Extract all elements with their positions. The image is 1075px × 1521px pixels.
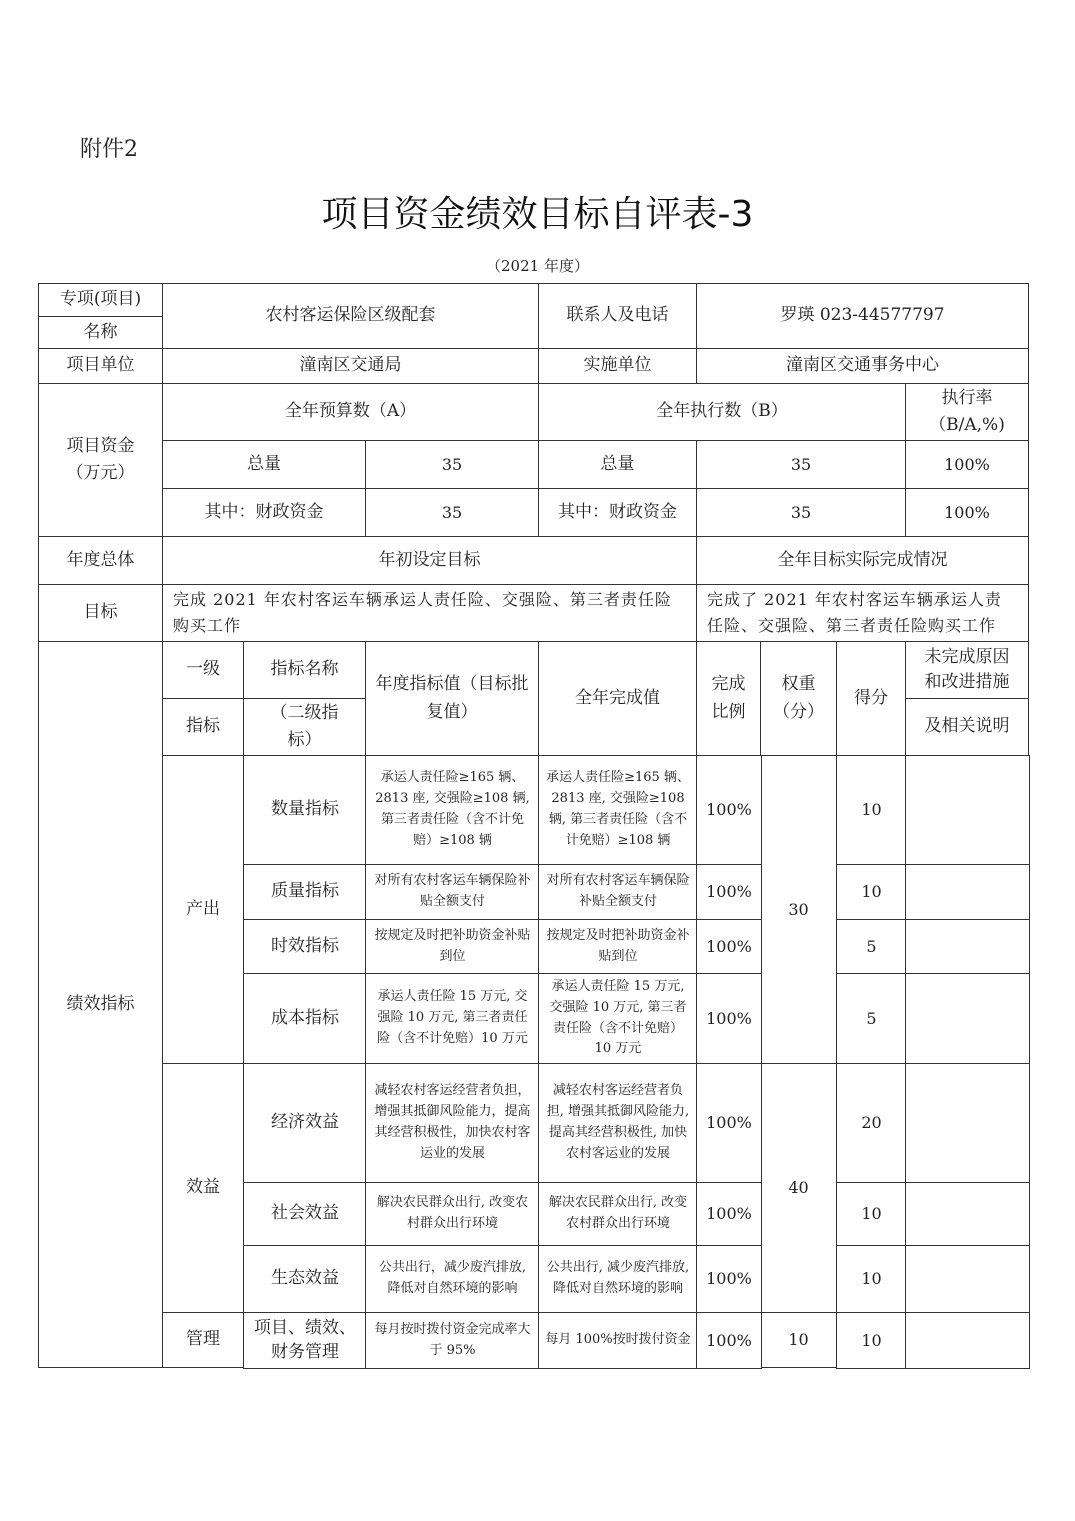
group-management: 管理 bbox=[162, 1312, 244, 1368]
indicator-target: 对所有农村客运车辆保险补贴全额支付 bbox=[365, 864, 540, 920]
indicator-reason bbox=[905, 1063, 1030, 1183]
header-name-b: （二级指标） bbox=[243, 698, 366, 756]
indicator-actual: 减轻农村客运经营者负担, 增强其抵御风险能力, 提高其经营积极性, 加快农村客运业的发展 bbox=[538, 1063, 698, 1183]
indicator-actual: 对所有农村客运车辆保险补贴全额支付 bbox=[538, 864, 698, 920]
exec-total: 35 bbox=[696, 440, 906, 489]
impl-unit-value: 潼南区交通事务中心 bbox=[696, 348, 1029, 384]
indicator-score: 5 bbox=[836, 973, 907, 1064]
indicator-score: 10 bbox=[836, 1245, 907, 1313]
header-level1-a: 一级 bbox=[162, 641, 244, 699]
indicator-reason bbox=[905, 919, 1030, 974]
indicator-ratio: 100% bbox=[696, 755, 762, 865]
indicator-reason bbox=[905, 1182, 1030, 1246]
indicators-label: 绩效指标 bbox=[38, 641, 163, 1368]
indicator-name: 生态效益 bbox=[243, 1245, 367, 1313]
indicator-actual: 解决农民群众出行, 改变农村群众出行环境 bbox=[538, 1182, 698, 1246]
indicator-ratio: 100% bbox=[696, 1063, 762, 1183]
attachment-label: 附件2 bbox=[80, 137, 138, 162]
group-output-weight: 30 bbox=[760, 755, 837, 1064]
indicator-actual: 承运人责任险 15 万元, 交强险 10 万元, 第三者责任险（含不计免赔）10 万元 bbox=[538, 973, 698, 1064]
contact-label: 联系人及电话 bbox=[538, 283, 697, 349]
budget-total: 35 bbox=[365, 440, 539, 489]
contact-value: 罗瑛 023-44577797 bbox=[696, 283, 1029, 349]
exec-total-label: 总量 bbox=[538, 440, 697, 489]
exec-fiscal-label: 其中：财政资金 bbox=[538, 488, 697, 537]
header-score: 得分 bbox=[836, 641, 906, 756]
indicator-target: 减轻农村客运经营者负担，增强其抵御风险能力，提高其经营积极性，加快农村客运业的发展 bbox=[365, 1063, 540, 1183]
group-benefit: 效益 bbox=[162, 1063, 244, 1313]
indicator-target: 按规定及时把补助资金补贴到位 bbox=[365, 919, 540, 974]
indicator-name: 时效指标 bbox=[243, 919, 367, 974]
indicator-ratio: 100% bbox=[696, 919, 762, 974]
budget-fiscal: 35 bbox=[365, 488, 539, 537]
indicator-reason bbox=[905, 755, 1030, 865]
indicator-actual: 按规定及时把补助资金补贴到位 bbox=[538, 919, 698, 974]
goal-actual-text: 完成了 2021 年农村客运车辆承运人责任险、交强险、第三者责任险购买工作 bbox=[696, 584, 1029, 642]
indicator-name: 数量指标 bbox=[243, 755, 367, 865]
group-output: 产出 bbox=[162, 755, 244, 1064]
indicator-score: 10 bbox=[836, 1182, 907, 1246]
rate-total: 100% bbox=[905, 440, 1029, 489]
project-name-label-2: 名称 bbox=[38, 316, 163, 349]
indicator-ratio: 100% bbox=[696, 1245, 762, 1313]
indicator-ratio: 100% bbox=[696, 1182, 762, 1246]
exec-fiscal: 35 bbox=[696, 488, 906, 537]
indicator-reason bbox=[905, 864, 1030, 920]
goal-set-header: 年初设定目标 bbox=[162, 536, 697, 585]
group-benefit-weight: 40 bbox=[760, 1063, 837, 1313]
header-ratio: 完成比例 bbox=[696, 641, 761, 756]
group-management-weight: 10 bbox=[760, 1312, 837, 1368]
indicator-target: 公共出行，减少废汽排放, 降低对自然环境的影响 bbox=[365, 1245, 540, 1313]
page-title: 项目资金绩效目标自评表-3 bbox=[321, 194, 754, 235]
header-actual: 全年完成值 bbox=[538, 641, 697, 756]
indicator-target: 承运人责任险 15 万元, 交强险 10 万元, 第三者责任险（含不计免赔）10 万元 bbox=[365, 973, 540, 1064]
rate-header: 执行率（B/A,%) bbox=[905, 383, 1029, 441]
budget-header: 全年预算数（A） bbox=[162, 383, 539, 441]
indicator-name: 社会效益 bbox=[243, 1182, 367, 1246]
indicator-score: 10 bbox=[836, 864, 907, 920]
unit-value: 潼南区交通局 bbox=[162, 348, 539, 384]
indicator-ratio: 100% bbox=[696, 864, 762, 920]
indicator-ratio: 100% bbox=[696, 973, 762, 1064]
indicator-name: 经济效益 bbox=[243, 1063, 367, 1183]
indicator-name: 项目、绩效、财务管理 bbox=[243, 1312, 367, 1369]
goal-label-2: 目标 bbox=[38, 584, 163, 642]
indicator-reason bbox=[905, 1245, 1030, 1313]
exec-header: 全年执行数（B） bbox=[538, 383, 906, 441]
impl-unit-label: 实施单位 bbox=[538, 348, 697, 384]
indicator-name: 质量指标 bbox=[243, 864, 367, 920]
goal-set-text: 完成 2021 年农村客运车辆承运人责任险、交强险、第三者责任险购买工作 bbox=[162, 584, 697, 642]
header-reason-a: 未完成原因和改进措施 bbox=[905, 641, 1029, 699]
indicator-score: 20 bbox=[836, 1063, 907, 1183]
indicator-reason bbox=[905, 973, 1030, 1064]
indicator-name: 成本指标 bbox=[243, 973, 367, 1064]
header-name-a: 指标名称 bbox=[243, 641, 366, 699]
rate-fiscal: 100% bbox=[905, 488, 1029, 537]
header-weight: 权重（分） bbox=[760, 641, 837, 756]
header-level1-b: 指标 bbox=[162, 698, 244, 756]
indicator-target: 每月按时拨付资金完成率大于 95% bbox=[365, 1312, 540, 1369]
indicator-reason bbox=[905, 1312, 1030, 1369]
budget-fiscal-label: 其中：财政资金 bbox=[162, 488, 366, 537]
indicator-score: 10 bbox=[836, 1312, 907, 1369]
indicator-target: 承运人责任险≥165 辆、2813 座, 交强险≥108 辆, 第三者责任险（含不计免赔）≥108 辆 bbox=[365, 755, 540, 865]
header-reason-b: 及相关说明 bbox=[905, 698, 1029, 756]
indicator-actual: 每月 100%按时拨付资金 bbox=[538, 1312, 698, 1369]
indicator-actual: 公共出行, 减少废汽排放, 降低对自然环境的影响 bbox=[538, 1245, 698, 1313]
budget-total-label: 总量 bbox=[162, 440, 366, 489]
indicator-actual: 承运人责任险≥165 辆、2813 座, 交强险≥108 辆, 第三者责任险（含不计免赔）≥108 辆 bbox=[538, 755, 698, 865]
indicator-score: 5 bbox=[836, 919, 907, 974]
goal-actual-header: 全年目标实际完成情况 bbox=[696, 536, 1029, 585]
unit-label: 项目单位 bbox=[38, 348, 163, 384]
header-target: 年度指标值（目标批复值） bbox=[365, 641, 539, 756]
year-label: （2021 年度） bbox=[486, 257, 589, 275]
funds-label: 项目资金（万元） bbox=[38, 383, 163, 537]
indicator-target: 解决农民群众出行, 改变农村群众出行环境 bbox=[365, 1182, 540, 1246]
project-name-label-1: 专项(项目) bbox=[38, 283, 163, 317]
indicator-score: 10 bbox=[836, 755, 907, 865]
project-name: 农村客运保险区级配套 bbox=[162, 283, 539, 349]
indicator-ratio: 100% bbox=[696, 1312, 762, 1369]
goal-label-1: 年度总体 bbox=[38, 536, 163, 585]
